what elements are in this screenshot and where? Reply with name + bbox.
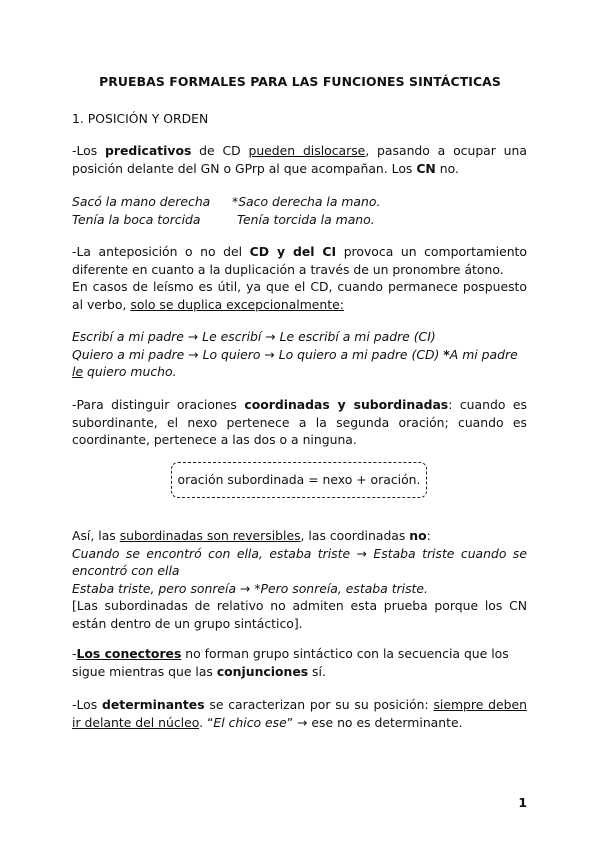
text: ” → ese no es determinante.	[286, 714, 463, 730]
example-text: Quiero a mi padre → Lo quiero → Lo quiero a mi padre (CD)	[72, 346, 444, 362]
example-text: quiero mucho.	[83, 364, 177, 379]
paragraph-determinantes	[72, 696, 527, 731]
bold-term: no	[409, 528, 427, 543]
example-text: Tenía torcida la mano.	[237, 211, 375, 227]
example-text: *Saco derecha la mano.	[232, 194, 381, 209]
text: no.	[435, 160, 459, 176]
text: . “	[199, 714, 214, 730]
paragraph-cd-ci	[72, 243, 527, 278]
page-number: 1	[518, 795, 527, 810]
underlined-text: solo se duplica excepcionalmente:	[130, 296, 344, 312]
text: :	[426, 528, 431, 543]
bold-term: CN	[416, 160, 436, 176]
formula-box: oración subordinada = nexo + oración.	[171, 462, 427, 498]
bold-term: conjunciones	[216, 663, 309, 679]
example-text: Cuando se encontró con ella, estaba triste → Estaba triste cuando se encontró con ella	[72, 545, 527, 578]
text: En casos de leísmo es útil, ya que el CD, cuando permanece pospuesto al verbo,	[72, 279, 527, 312]
examples-cd-ci	[72, 328, 527, 381]
text: -	[72, 646, 77, 661]
text: -Los	[72, 143, 105, 158]
bold-term: predicativos	[105, 143, 192, 158]
section-heading: 1. POSICIÓN Y ORDEN	[72, 111, 209, 126]
paragraph-coordinadas	[72, 396, 527, 449]
underlined-text: le	[72, 364, 84, 379]
text: se caracterizan por su su posición:	[204, 697, 434, 712]
text: -Los	[72, 697, 102, 712]
example-text: Escribí a mi padre → Le escribí → Le escribí a mi padre (CI)	[72, 329, 436, 344]
text: -La anteposición o no del	[72, 244, 250, 259]
text: de CD	[191, 143, 249, 158]
text: : cuando es subordinante, el nexo pertenece a la segunda oración; cuando es coordinante, pertenece a las dos o a ninguna.	[72, 397, 527, 447]
underlined-text: subordinadas son reversibles	[119, 528, 301, 543]
text: no forman grupo sintáctico con la secuencia que los sigue mientras que las	[72, 646, 509, 679]
bold-term: determinantes	[102, 697, 205, 712]
text: -Para distinguir oraciones	[72, 397, 245, 412]
bold-term: coordinadas y subordinadas	[244, 397, 449, 412]
text: , las coordinadas	[300, 528, 410, 543]
underlined-text: pueden dislocarse	[248, 143, 366, 158]
bold-term: CD y del CI	[249, 244, 337, 259]
example-text: A mi padre	[449, 346, 518, 362]
text: provoca un comportamiento diferente en cuanto a la duplicación a través de un pronombre átono.	[72, 244, 527, 277]
paragraph-leismo	[72, 278, 527, 313]
note-text: [Las subordinadas de relativo no admiten esta prueba porque los CN están dentro de un grupo sintáctico].	[72, 598, 527, 631]
example-text: Tenía la boca torcida	[72, 211, 201, 227]
example-text: Estaba triste, pero sonreía → *Pero sonreía, estaba triste.	[72, 580, 428, 596]
text: sí.	[308, 663, 326, 679]
example-text: Sacó la mano derecha	[72, 194, 211, 209]
text: Así, las	[72, 528, 120, 543]
paragraph-predicativos	[72, 142, 527, 177]
bold-underlined-term: Los conectores	[76, 646, 182, 661]
asterisk-mark: *	[443, 346, 450, 362]
examples-predicativos	[72, 193, 527, 228]
text: , pasando a ocupar una posición delante del GN o GPrp al que acompañan. Los	[72, 143, 527, 176]
paragraph-reversibles	[72, 527, 527, 632]
document-title: PRUEBAS FORMALES PARA LAS FUNCIONES SINTÁCTICAS	[99, 74, 501, 89]
italic-example: El chico ese	[213, 714, 287, 730]
paragraph-conectores	[72, 645, 527, 680]
underlined-text: siempre deben ir delante del núcleo	[72, 697, 527, 730]
